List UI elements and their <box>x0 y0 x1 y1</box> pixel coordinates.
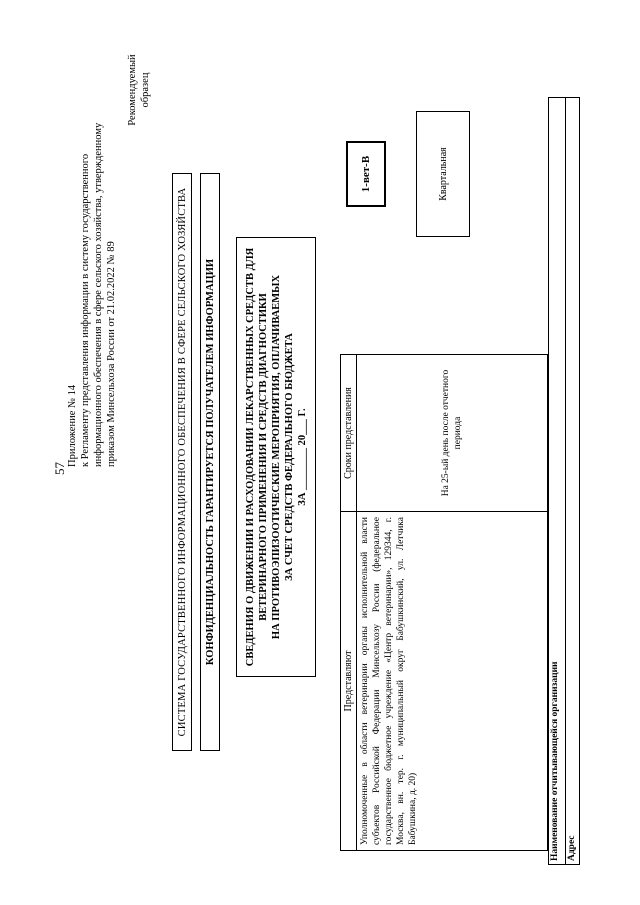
submitters-cell: Уполномоченные в области ветеринарии органы исполнительной власти субъектов Российской Федерации Минсельхозу России (федеральное государственное бюджетное учреждение «Центр ветеринарии», 129344, г. Москва, вн. тер. г. муниципальный округ Бабушкинский, ул. Летчика Бабушкина, д. 20) <box>357 512 548 851</box>
report-title-line-2: ВЕТЕРИНАРНОГО ПРИМЕНЕНИЯ И СРЕДСТВ ДИАГНОСТИКИ <box>257 293 269 621</box>
appendix-note <box>66 47 118 467</box>
submission-table <box>340 354 548 851</box>
appendix-line-2: к Регламенту представления информации в систему государственного <box>80 153 91 467</box>
report-title-line-3: НА ПРОТИВОЭПИЗООТИЧЕСКИЕ МЕРОПРИЯТИЯ, ОПЛАЧИВАЕМЫХ <box>270 274 282 640</box>
confidentiality-notice: КОНФИДЕНЦИАЛЬНОСТЬ ГАРАНТИРУЕТСЯ ПОЛУЧАТЕЛЕМ ИНФОРМАЦИИ <box>200 173 220 751</box>
organization-block <box>548 97 580 865</box>
report-title-line-4: ЗА СЧЕТ СРЕДСТВ ФЕДЕРАЛЬНОГО БЮДЖЕТА <box>283 333 295 581</box>
organization-name-label: Наименование отчитывающейся организации <box>549 98 566 864</box>
appendix-line-3: информационного обеспечения в сфере сельского хозяйства, утвержденному <box>93 122 104 467</box>
appendix-line-1: Приложение № 14 <box>67 384 78 467</box>
recommended-line-1: Рекомендуемый <box>127 54 138 126</box>
report-title-line-5: ЗА ________ 20___ Г. <box>296 408 308 506</box>
organization-address-label: Адрес <box>567 835 577 861</box>
report-title-line-1: СВЕДЕНИЯ О ДВИЖЕНИИ И РАСХОДОВАНИИ ЛЕКАРСТВЕННЫХ СРЕДСТВ ДЛЯ <box>244 247 256 667</box>
header-submitters: Представляют <box>341 512 357 851</box>
recommended-line-2: образец <box>140 72 151 108</box>
periodicity-box: Квартальная <box>416 111 470 237</box>
form-code-box: 1-вет-В <box>346 141 386 207</box>
report-title <box>236 237 316 677</box>
system-title: СИСТЕМА ГОСУДАРСТВЕННОГО ИНФОРМАЦИОННОГО ОБЕСПЕЧЕНИЯ В СФЕРЕ СЕЛЬСКОГО ХОЗЯЙСТВА <box>172 173 192 751</box>
header-deadline: Сроки представления <box>341 355 357 512</box>
page-number: 57 <box>52 462 67 475</box>
deadline-cell: На 25-ый день после отчетного периода <box>357 355 548 512</box>
recommended-sample <box>126 35 152 145</box>
appendix-line-4: приказом Минсельхоза России от 21.02.2022 № 89 <box>106 241 117 467</box>
